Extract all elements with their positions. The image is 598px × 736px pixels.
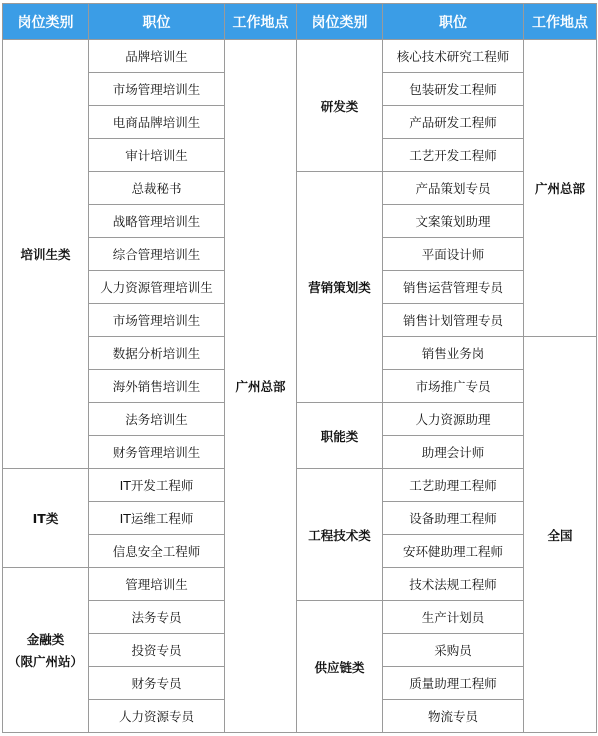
category-supply-chain: 供应链类: [297, 601, 383, 733]
position-cell: 法务专员: [89, 601, 225, 634]
table-row: [3, 469, 597, 502]
category-marketing: 营销策划类: [297, 172, 383, 403]
position-cell: 综合管理培训生: [89, 238, 225, 271]
position-cell: 销售业务岗: [383, 337, 524, 370]
table-row: [3, 601, 597, 634]
position-cell: 产品策划专员: [383, 172, 524, 205]
position-cell: 信息安全工程师: [89, 535, 225, 568]
position-cell: 管理培训生: [89, 568, 225, 601]
position-cell: 电商品牌培训生: [89, 106, 225, 139]
category-finance-note: （限广州站）: [7, 654, 83, 669]
table-row: [3, 172, 597, 205]
position-cell: 市场管理培训生: [89, 304, 225, 337]
position-cell: 总裁秘书: [89, 172, 225, 205]
header-category: 岗位类别: [3, 4, 89, 40]
position-cell: 数据分析培训生: [89, 337, 225, 370]
position-cell: 人力资源专员: [89, 700, 225, 733]
position-cell: 产品研发工程师: [383, 106, 524, 139]
category-finance-label: 金融类: [26, 632, 65, 647]
position-cell: 财务管理培训生: [89, 436, 225, 469]
position-cell: IT运维工程师: [89, 502, 225, 535]
recruitment-table: [2, 3, 597, 733]
position-cell: 助理会计师: [383, 436, 524, 469]
position-cell: 市场管理培训生: [89, 73, 225, 106]
header-location-2: 工作地点: [524, 4, 597, 40]
category-rnd: 研发类: [297, 40, 383, 172]
position-cell: 品牌培训生: [89, 40, 225, 73]
category-trainee: 培训生类: [3, 40, 89, 469]
header-category-2: 岗位类别: [297, 4, 383, 40]
position-cell: 生产计划员: [383, 601, 524, 634]
header-position-2: 职位: [383, 4, 524, 40]
position-cell: 人力资源助理: [383, 403, 524, 436]
location-guangzhou-hq-right: 广州总部: [524, 40, 597, 337]
position-cell: 投资专员: [89, 634, 225, 667]
header-location: 工作地点: [225, 4, 297, 40]
position-cell: 审计培训生: [89, 139, 225, 172]
position-cell: 安环健助理工程师: [383, 535, 524, 568]
position-cell: 财务专员: [89, 667, 225, 700]
position-cell: 海外销售培训生: [89, 370, 225, 403]
position-cell: 销售运营管理专员: [383, 271, 524, 304]
position-cell: 文案策划助理: [383, 205, 524, 238]
position-cell: 质量助理工程师: [383, 667, 524, 700]
position-cell: 战略管理培训生: [89, 205, 225, 238]
table-row: [3, 403, 597, 436]
category-it: IT类: [3, 469, 89, 568]
category-engineering: 工程技术类: [297, 469, 383, 601]
position-cell: 设备助理工程师: [383, 502, 524, 535]
position-cell: 物流专员: [383, 700, 524, 733]
header-position: 职位: [89, 4, 225, 40]
position-cell: 工艺助理工程师: [383, 469, 524, 502]
position-cell: 工艺开发工程师: [383, 139, 524, 172]
table-row: [3, 40, 597, 73]
position-cell: 平面设计师: [383, 238, 524, 271]
position-cell: 市场推广专员: [383, 370, 524, 403]
position-cell: 销售计划管理专员: [383, 304, 524, 337]
category-functional: 职能类: [297, 403, 383, 469]
position-cell: 技术法规工程师: [383, 568, 524, 601]
location-guangzhou-hq-left: 广州总部: [225, 40, 297, 733]
position-cell: 法务培训生: [89, 403, 225, 436]
recruitment-table-container: [2, 3, 597, 733]
header-row: [3, 4, 597, 40]
position-cell: 包装研发工程师: [383, 73, 524, 106]
category-finance: [3, 568, 89, 733]
position-cell: 采购员: [383, 634, 524, 667]
position-cell: IT开发工程师: [89, 469, 225, 502]
position-cell: 核心技术研究工程师: [383, 40, 524, 73]
position-cell: 人力资源管理培训生: [89, 271, 225, 304]
location-nationwide: 全国: [524, 337, 597, 733]
